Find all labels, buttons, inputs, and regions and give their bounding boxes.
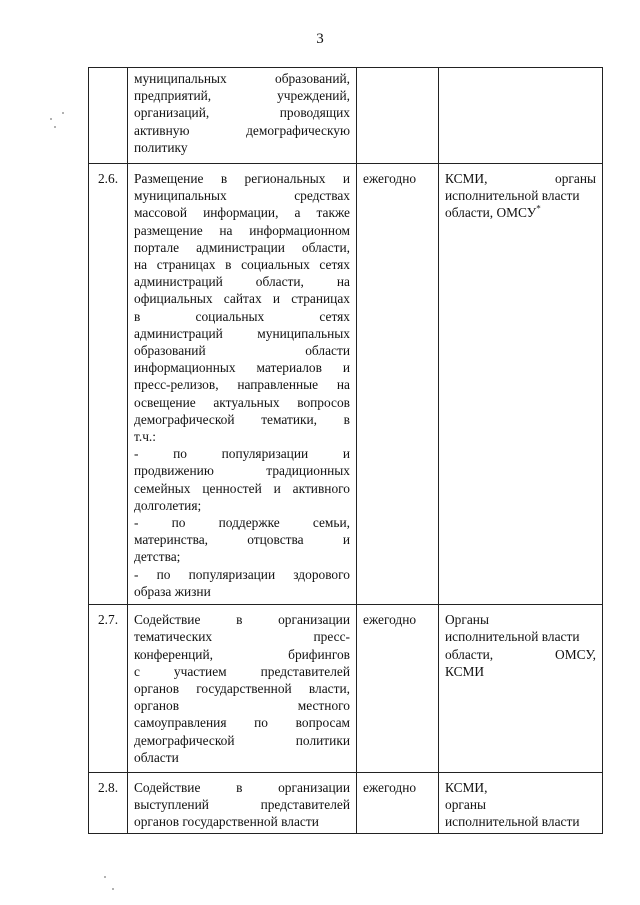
description-line: - по поддержке семьи, <box>134 515 350 531</box>
table-row <box>89 772 603 833</box>
description-line: размещение на информационном <box>134 222 350 238</box>
responsible-text: исполнительной власти <box>445 629 580 645</box>
description-line: пресс-релизов, направленные на <box>134 377 350 393</box>
responsible-text: Органы <box>445 612 489 628</box>
item-number: 2.7. <box>89 605 128 773</box>
description-line: образа жизни <box>134 583 211 599</box>
description-line: муниципальных образований, <box>134 71 350 86</box>
description-line: - по популяризации и <box>134 446 350 462</box>
responsible-text: КСМИ, <box>445 779 488 795</box>
item-number: 2.8. <box>89 772 128 833</box>
page-number: 3 <box>316 31 324 47</box>
description-line: портале администрации области, <box>134 239 350 255</box>
description-line: массовой информации, а также <box>134 205 350 221</box>
description-line: с участием представителей <box>134 663 350 679</box>
measure-description <box>128 164 357 605</box>
scan-speck <box>54 126 56 128</box>
responsible-cell <box>439 605 603 773</box>
item-number: 2.6. <box>89 164 128 605</box>
description-line: организаций, проводящих <box>134 105 350 121</box>
responsible-cell <box>439 164 603 605</box>
scan-speck <box>50 118 52 120</box>
description-line: активную демографическую <box>134 122 350 138</box>
description-line: тематических пресс- <box>134 629 350 645</box>
description-line: администраций области, на <box>134 274 350 290</box>
description-line: демографической политики <box>134 732 350 748</box>
description-line: муниципальных средствах <box>134 188 350 204</box>
description-line: области <box>134 749 179 765</box>
description-line: органов государственной власти, <box>134 680 350 696</box>
responsible-cell <box>439 68 603 164</box>
deadline-cell: ежегодно <box>357 772 439 833</box>
responsible-text: области, ОМСУ <box>445 205 537 221</box>
responsible-line <box>445 796 596 813</box>
description-line: информационных материалов и <box>134 360 350 376</box>
description-line: Содействие в организации <box>134 612 350 628</box>
measure-description <box>128 605 357 773</box>
description-line: органов государственной власти <box>134 814 319 830</box>
responsible-text: органы <box>445 797 486 813</box>
responsible-line <box>445 646 596 663</box>
description-line: предприятий, учреждений, <box>134 88 350 104</box>
responsible-line <box>445 779 596 796</box>
measure-description <box>128 772 357 833</box>
responsible-text: исполнительной власти <box>445 814 580 830</box>
responsible-line <box>445 813 596 830</box>
deadline-cell <box>357 68 439 164</box>
responsible-line <box>445 663 596 680</box>
description-line: материнства, отцовства и <box>134 532 350 548</box>
description-line: официальных сайтах и страницах <box>134 291 350 307</box>
description-line: образований области <box>134 343 350 359</box>
responsible-text: области, ОМСУ, <box>445 646 596 662</box>
scan-speck <box>112 888 114 890</box>
responsible-line <box>445 187 596 204</box>
responsible-line <box>445 204 596 221</box>
description-line: семейных ценностей и активного <box>134 480 350 496</box>
description-line: - по популяризации здорового <box>134 566 350 582</box>
table-row <box>89 164 603 605</box>
scan-speck <box>62 112 64 114</box>
description-line: Размещение в региональных и <box>134 171 350 187</box>
measures-table <box>88 67 603 834</box>
description-line: конференций, брифингов <box>134 646 350 662</box>
description-line: детства; <box>134 549 181 565</box>
description-line: органов местного <box>134 698 350 714</box>
responsible-text: КСМИ <box>445 663 485 679</box>
table-row <box>89 68 603 164</box>
description-line: администраций муниципальных <box>134 325 350 341</box>
description-line: т.ч.: <box>134 429 156 445</box>
description-line: Содействие в организации <box>134 779 350 795</box>
description-line: освещение актуальных вопросов <box>134 394 350 410</box>
table-row <box>89 605 603 773</box>
responsible-text: исполнительной власти <box>445 188 580 204</box>
responsible-line <box>445 611 596 628</box>
item-number <box>89 68 128 164</box>
description-line: долголетия; <box>134 497 202 513</box>
responsible-line <box>445 170 596 187</box>
description-line: политику <box>134 139 188 155</box>
measure-description <box>128 68 357 164</box>
description-line: демографической тематики, в <box>134 411 350 427</box>
deadline-cell: ежегодно <box>357 164 439 605</box>
responsible-line <box>445 628 596 645</box>
responsible-text: КСМИ, органы <box>445 171 596 187</box>
scan-speck <box>104 876 106 878</box>
deadline-cell: ежегодно <box>357 605 439 773</box>
description-line: продвижению традиционных <box>134 463 350 479</box>
description-line: выступлений представителей <box>134 797 350 813</box>
responsible-cell <box>439 772 603 833</box>
description-line: в социальных сетях <box>134 308 350 324</box>
description-line: на страницах в социальных сетях <box>134 257 350 273</box>
footnote-mark: * <box>536 203 541 214</box>
description-line: самоуправления по вопросам <box>134 715 350 731</box>
